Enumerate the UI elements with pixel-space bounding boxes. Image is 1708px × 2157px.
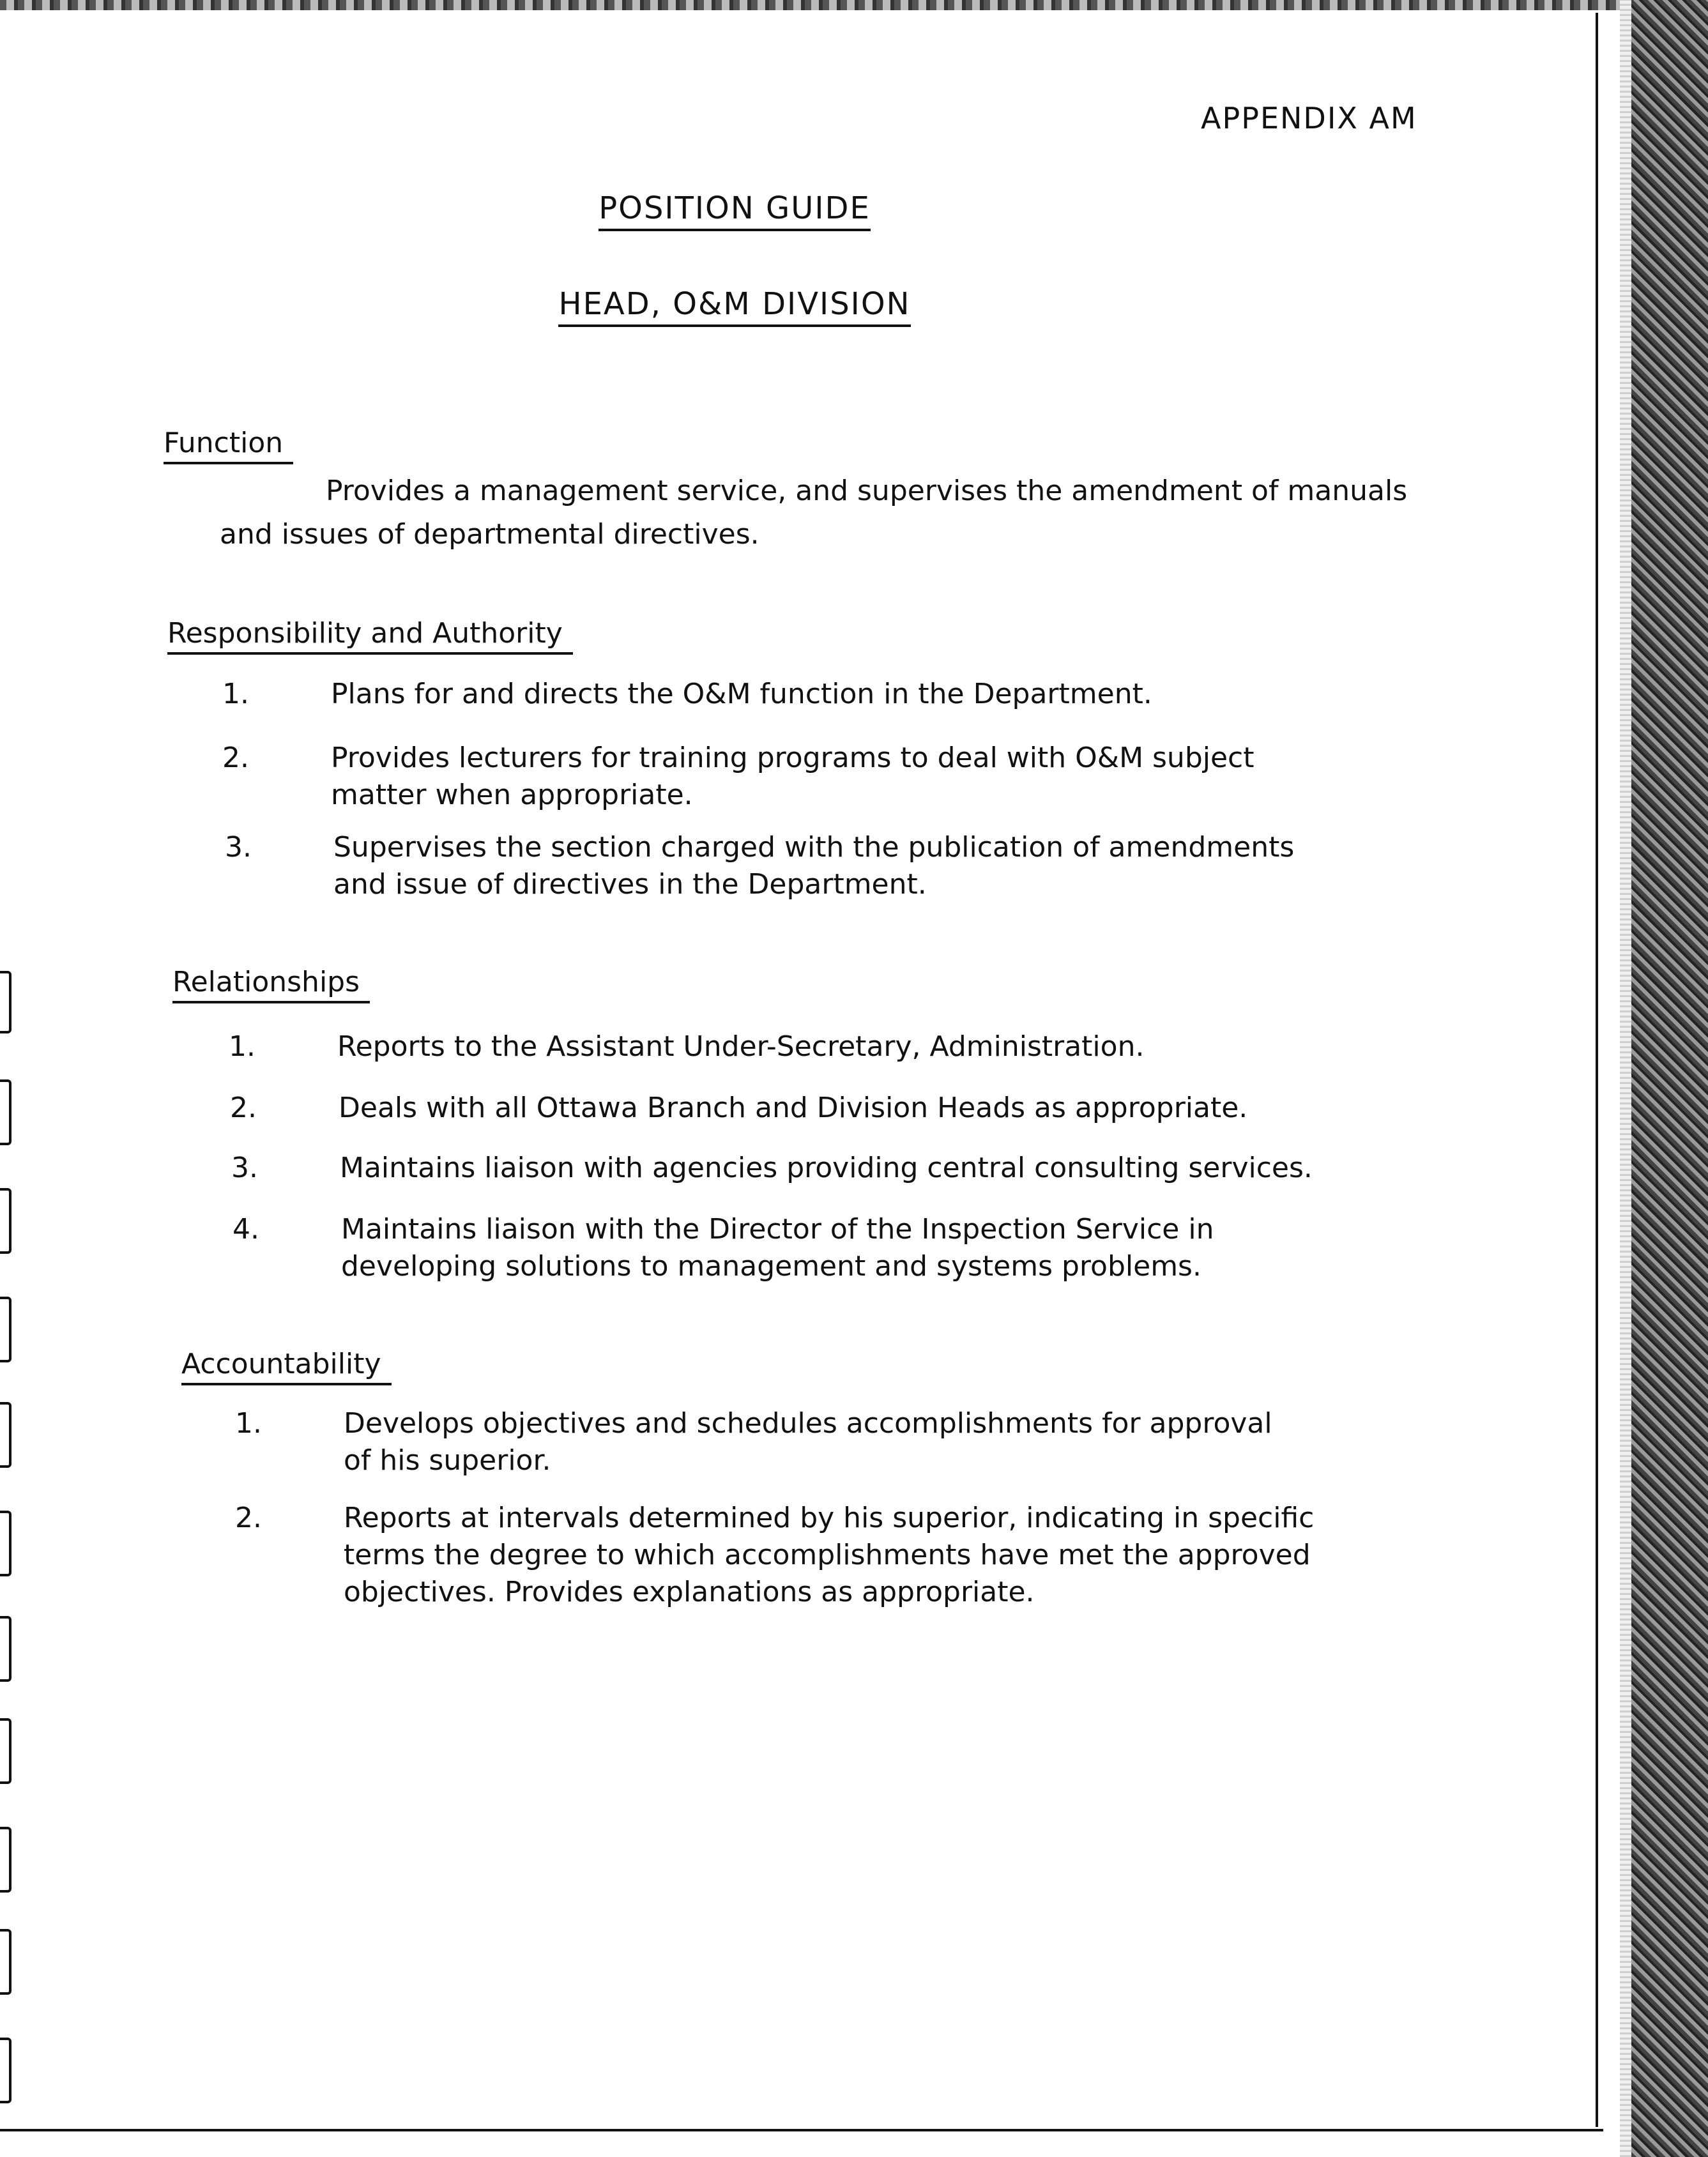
item-number: 2. xyxy=(230,1092,257,1124)
document-title xyxy=(0,190,1469,226)
binding-ring xyxy=(0,1718,11,1784)
item-number: 3. xyxy=(225,831,252,864)
scan-edge-right xyxy=(1631,0,1708,2157)
item-number: 3. xyxy=(231,1152,258,1184)
item-number: 2. xyxy=(235,1502,262,1534)
item-text: Deals with all Ottawa Branch and Division Heads as appropriate. xyxy=(339,1092,1248,1124)
function-line-2: and issues of departmental directives. xyxy=(220,518,759,551)
item-text: Plans for and directs the O&M function in the Department. xyxy=(331,678,1152,710)
item-text: Reports to the Assistant Under-Secretary, Administration. xyxy=(337,1030,1145,1063)
section-heading-responsibility-text: Responsibility and Authority xyxy=(167,617,573,655)
item-text: Reports at intervals determined by his superior, indicating in specific terms the degree to which accomplishments have met the approved objectives. Provides explanations as appropriate. xyxy=(344,1502,1315,1608)
binding-ring xyxy=(0,971,11,1033)
section-heading-responsibility xyxy=(167,617,573,650)
item-text: Provides lecturers for training programs to deal with O&M subject matter when appropriate. xyxy=(331,742,1254,811)
binding-ring xyxy=(0,1402,11,1468)
section-heading-accountability-text: Accountability xyxy=(181,1348,392,1385)
section-heading-relationships-text: Relationships xyxy=(172,966,370,1003)
scan-edge-top xyxy=(0,0,1708,10)
item-text: Supervises the section charged with the publication of amendments and issue of directives in the Department. xyxy=(333,831,1295,901)
item-number: 2. xyxy=(222,742,249,774)
binding-ring xyxy=(0,1827,11,1893)
function-line-1: Provides a management service, and supervises the amendment of manuals xyxy=(326,475,1408,507)
binding-ring xyxy=(0,1616,11,1682)
binding-ring xyxy=(0,1297,11,1362)
item-number: 1. xyxy=(229,1030,255,1063)
item-text: Develops objectives and schedules accomplishments for approval of his superior. xyxy=(344,1407,1272,1477)
binding-ring xyxy=(0,2038,11,2103)
item-number: 1. xyxy=(222,678,249,710)
item-text: Maintains liaison with the Director of the Inspection Service in developing solutions to management and systems problems. xyxy=(341,1213,1214,1283)
section-heading-function-text: Function xyxy=(164,427,293,464)
binding-ring xyxy=(0,1511,11,1576)
binding-ring xyxy=(0,1929,11,1995)
item-number: 1. xyxy=(235,1407,262,1440)
scan-edge-inner xyxy=(1620,0,1631,2157)
section-heading-function xyxy=(164,427,293,459)
binding-ring xyxy=(0,1079,11,1145)
page-border-bottom xyxy=(0,2129,1603,2131)
section-heading-relationships xyxy=(172,966,370,998)
document-subtitle-text: HEAD, O&M DIVISION xyxy=(558,286,910,327)
section-heading-accountability xyxy=(181,1348,392,1380)
item-number: 4. xyxy=(233,1213,259,1246)
document-title-text: POSITION GUIDE xyxy=(599,190,871,231)
page-border-right xyxy=(1596,13,1598,2127)
appendix-label: APPENDIX AM xyxy=(1201,101,1417,135)
binding-ring xyxy=(0,1188,11,1254)
item-text: Maintains liaison with agencies providing central consulting services. xyxy=(340,1152,1313,1184)
document-subtitle xyxy=(0,286,1469,322)
